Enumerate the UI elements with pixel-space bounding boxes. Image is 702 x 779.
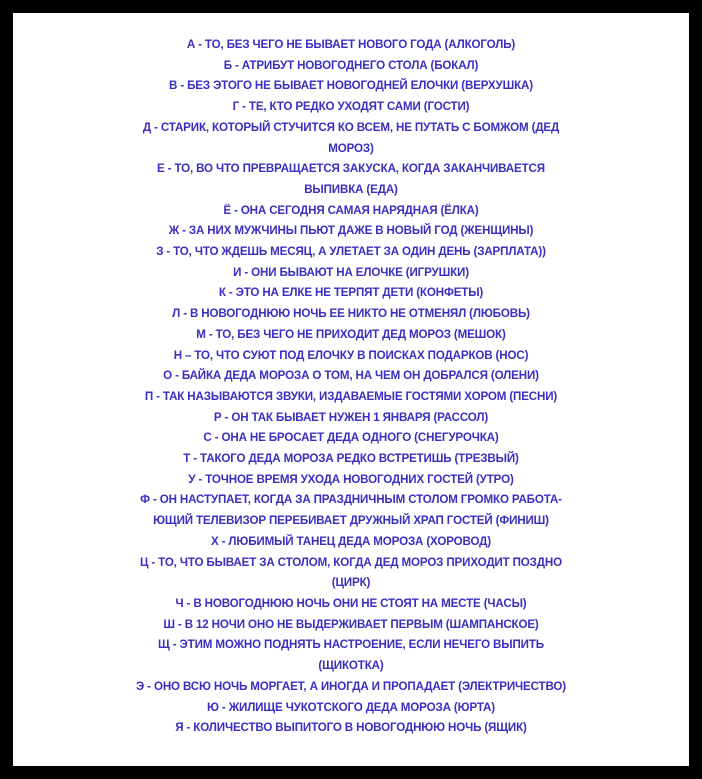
text-line: Ф - ОН НАСТУПАЕТ, КОГДА ЗА ПРАЗДНИЧНЫМ СТОЛОМ ГРОМКО РАБОТА- <box>140 493 562 507</box>
text-line: Ш - В 12 НОЧИ ОНО НЕ ВЫДЕРЖИВАЕТ ПЕРВЫМ (ШАМПАНСКОЕ) <box>163 617 539 631</box>
text-line: Х - ЛЮБИМЫЙ ТАНЕЦ ДЕДА МОРОЗА (ХОРОВОД) <box>211 534 491 548</box>
text-line: Ю - ЖИЛИЩЕ ЧУКОТСКОГО ДЕДА МОРОЗА (ЮРТА) <box>207 700 495 714</box>
text-line: (ЩИКОТКА) <box>318 659 384 673</box>
text-line: Г - ТЕ, КТО РЕДКО УХОДЯТ САМИ (ГОСТИ) <box>232 100 470 114</box>
text-line: ЮЩИЙ ТЕЛЕВИЗОР ПЕРЕБИВАЕТ ДРУЖНЫЙ ХРАП ГОСТЕЙ (ФИНИШ) <box>153 514 549 528</box>
text-line: В - БЕЗ ЭТОГО НЕ БЫВАЕТ НОВОГОДНЕЙ ЕЛОЧКИ (ВЕРХУШКА) <box>169 79 533 93</box>
text-line: Щ - ЭТИМ МОЖНО ПОДНЯТЬ НАСТРОЕНИЕ, ЕСЛИ НЕЧЕГО ВЫПИТЬ <box>158 638 544 652</box>
text-line: А - ТО, БЕЗ ЧЕГО НЕ БЫВАЕТ НОВОГО ГОДА (АЛКОГОЛЬ) <box>186 38 516 51</box>
text-line: Ч - В НОВОГОДНЮЮ НОЧЬ ОНИ НЕ СТОЯТ НА МЕСТЕ (ЧАСЫ) <box>175 596 527 610</box>
text-line: ВЫПИВКА (ЕДА) <box>304 182 398 196</box>
text-line: О - БАЙКА ДЕДА МОРОЗА О ТОМ, НА ЧЕМ ОН ДОБРАЛСЯ (ОЛЕНИ) <box>163 369 539 383</box>
text-line: (ЦИРК) <box>331 576 371 590</box>
text-line: К - ЭТО НА ЕЛКЕ НЕ ТЕРПЯТ ДЕТИ (КОНФЕТЫ) <box>218 286 484 300</box>
text-line: Д - СТАРИК, КОТОРЫЙ СТУЧИТСЯ КО ВСЕМ, НЕ ПУТАТЬ С БОМЖОМ (ДЕД <box>142 120 560 134</box>
text-line: Б - АТРИБУТ НОВОГОДНЕГО СТОЛА (БОКАЛ) <box>223 58 479 72</box>
text-line: Ё - ОНА СЕГОДНЯ САМАЯ НАРЯДНАЯ (ЁЛКА) <box>223 203 479 217</box>
text-line: Л - В НОВОГОДНЮЮ НОЧЬ ЕЕ НИКТО НЕ ОТМЕНЯЛ (ЛЮБОВЬ) <box>172 307 530 321</box>
text-line: Т - ТАКОГО ДЕДА МОРОЗА РЕДКО ВСТРЕТИШЬ (ТРЕЗВЫЙ) <box>183 452 519 466</box>
text-line: Э - ОНО ВСЮ НОЧЬ МОРГАЕТ, А ИНОГДА И ПРОПАДАЕТ (ЭЛЕКТРИЧЕСТВО) <box>136 679 566 693</box>
text-line: Н – ТО, ЧТО СУЮТ ПОД ЕЛОЧКУ В ПОИСКАХ ПОДАРКОВ (НОС) <box>173 348 529 362</box>
text-line: МОРОЗ) <box>328 141 374 155</box>
text-line: И - ОНИ БЫВАЮТ НА ЕЛОЧКЕ (ИГРУШКИ) <box>233 265 469 279</box>
text-line: Ж - ЗА НИХ МУЖЧИНЫ ПЬЮТ ДАЖЕ В НОВЫЙ ГОД (ЖЕНЩИНЫ) <box>168 224 534 238</box>
text-line: М - ТО, БЕЗ ЧЕГО НЕ ПРИХОДИТ ДЕД МОРОЗ (МЕШОК) <box>196 327 506 341</box>
text-line: Е - ТО, ВО ЧТО ПРЕВРАЩАЕТСЯ ЗАКУСКА, КОГДА ЗАКАНЧИВАЕТСЯ <box>157 162 545 176</box>
text-line: У - ТОЧНОЕ ВРЕМЯ УХОДА НОВОГОДНИХ ГОСТЕЙ (УТРО) <box>188 472 514 486</box>
text-line: Р - ОН ТАК БЫВАЕТ НУЖЕН 1 ЯНВАРЯ (РАССОЛ) <box>213 410 489 424</box>
text-line: З - ТО, ЧТО ЖДЕШЬ МЕСЯЦ, А УЛЕТАЕТ ЗА ОДИН ДЕНЬ (ЗАРПЛАТА)) <box>156 245 546 259</box>
text-line: Ц - ТО, ЧТО БЫВАЕТ ЗА СТОЛОМ, КОГДА ДЕД МОРОЗ ПРИХОДИТ ПОЗДНО <box>140 555 562 569</box>
text-line: Я - КОЛИЧЕСТВО ВЫПИТОГО В НОВОГОДНЮЮ НОЧЬ (ЯЩИК) <box>175 721 527 735</box>
text-line: П - ТАК НАЗЫВАЮТСЯ ЗВУКИ, ИЗДАВАЕМЫЕ ГОСТЯМИ ХОРОМ (ПЕСНИ) <box>144 389 558 403</box>
text-line: С - ОНА НЕ БРОСАЕТ ДЕДА ОДНОГО (СНЕГУРОЧКА) <box>203 431 499 445</box>
text-panel <box>13 13 689 766</box>
